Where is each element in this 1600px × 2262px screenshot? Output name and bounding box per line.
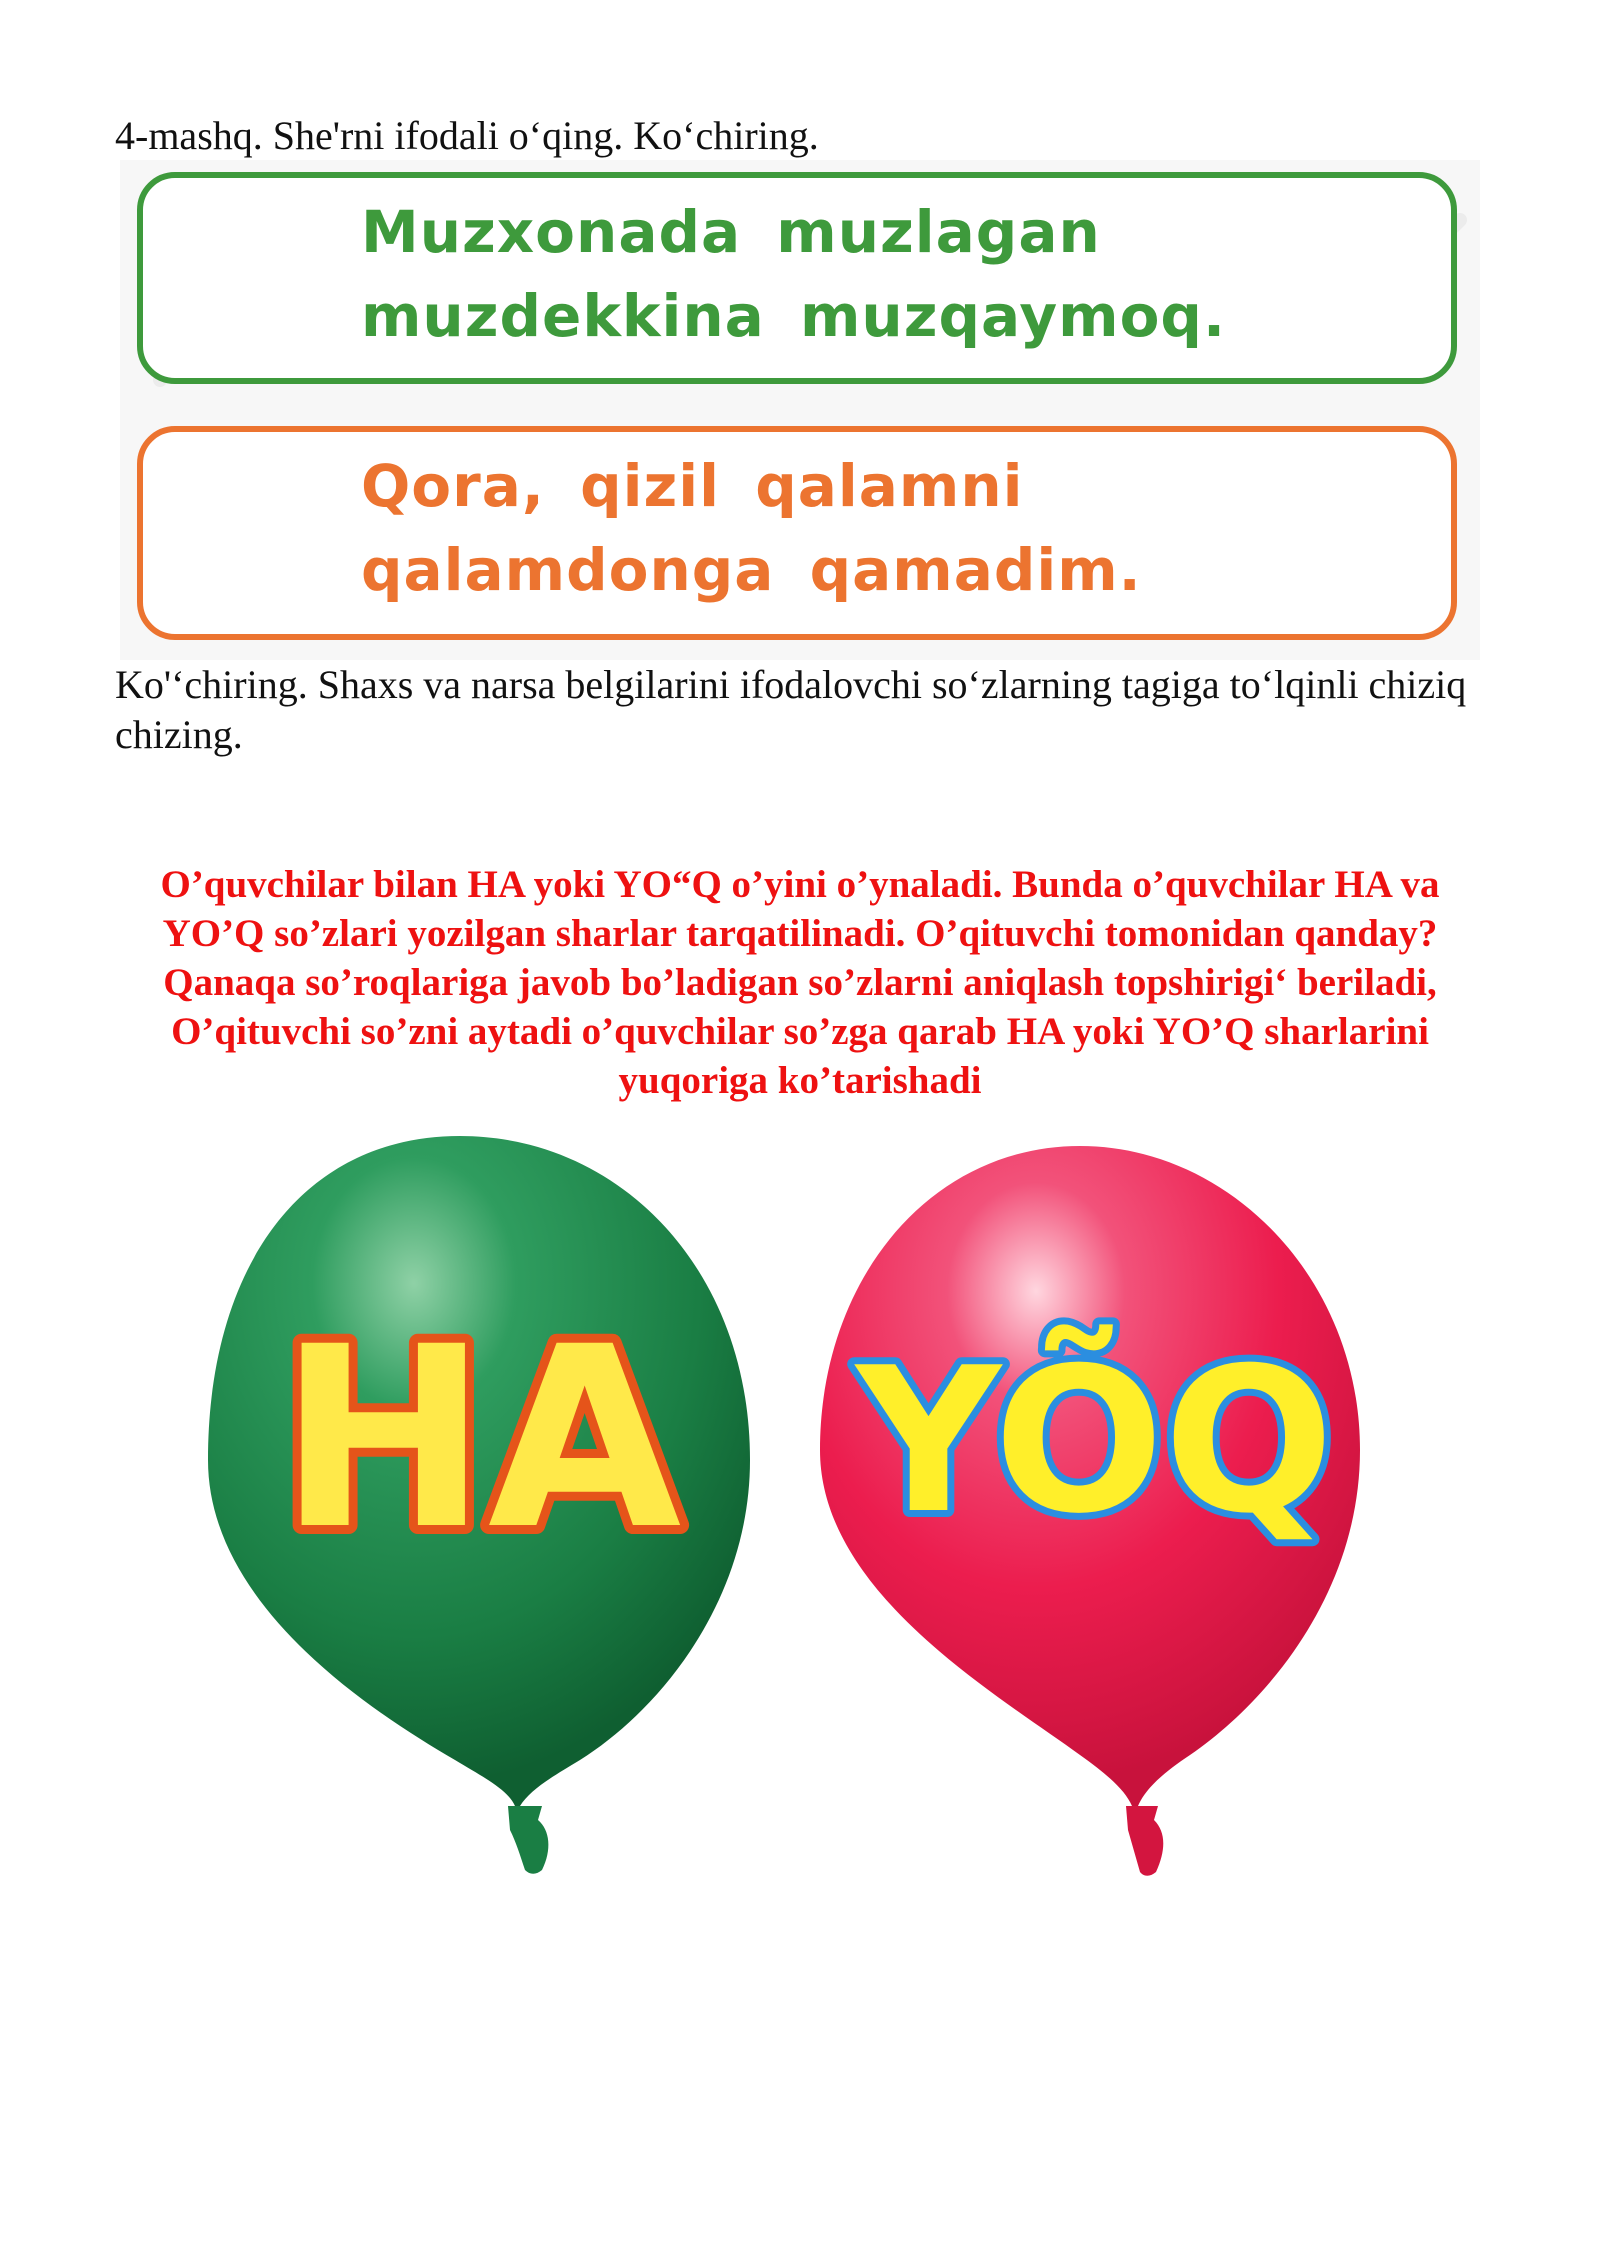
poem-line: qalamdonga qamadim. [361,536,1142,604]
poem-line: Qora, qizil qalamni [361,452,1024,520]
red-balloon [820,1146,1360,1876]
yes-balloon-label: HA [278,1293,682,1584]
poem-box-orange [137,426,1457,640]
exercise-heading: 4-mashq. She'rni ifodali o‘qing. Ko‘chiring. [115,113,819,158]
no-balloon-label: YÕQ [856,1325,1334,1558]
instruction-text: Ko'‘chiring. Shaxs va narsa belgilarini ifodalovchi so‘zlarning tagiga to‘lqinli chiziq chizing. [115,662,1467,757]
poem-line: Muzxonada muzlagan [361,198,1101,266]
game-instruction: O’quvchilar bilan HA yoki YO“Q o’yini o’ynaladi. Bunda o’quvchilar HA va YO’Q so’zlari yozilgan sharlar tarqatilinadi. O’qituvchi tomonidan qanday? Qanaqa so’roqlariga javob bo’ladigan so’zlarni aniqlash topshirigi‘ beriladi, O’qituvchi so’zni aytadi o’quvchilar so’zga qarab HA yoki YO’Q sharlarini yuqoriga ko’tarishadi [160,863,1440,1102]
poem-image [120,160,1480,660]
poem-box-green [137,172,1457,384]
green-balloon [208,1136,750,1874]
balloons-image [190,1130,1410,1910]
balloons-illustration [190,1130,1410,1910]
poem-line: muzdekkina muzqaymoq. [361,282,1226,350]
